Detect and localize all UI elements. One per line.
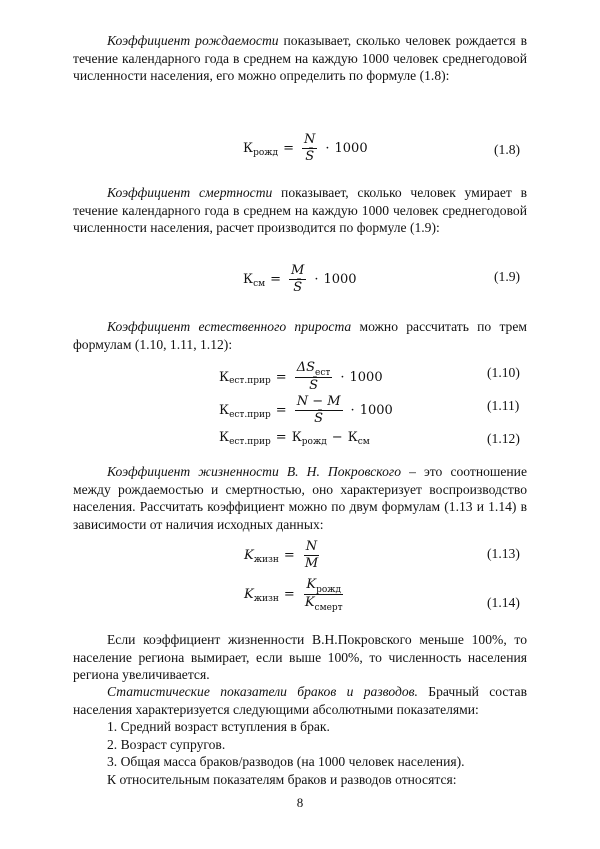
- fraction: [295, 395, 343, 426]
- fraction: [295, 361, 333, 393]
- paragraph-text: Брачный состав населения характеризуется следующими абсолютными показателями:: [73, 684, 528, 717]
- equation-number: (1.14): [487, 595, 520, 610]
- equation-number: (1.9): [494, 269, 521, 284]
- equation-number: (1.8): [494, 142, 521, 157]
- paragraph-conclusion: Если коэффициент жизненности В.Н.Покровского меньше 100%, то население региона вымирает, если выше 100%, то численность населения региона увеличивается.: [73, 632, 527, 682]
- fraction-numerator: N: [303, 132, 316, 147]
- fraction-denominator: [303, 595, 345, 611]
- list-item: 3. Общая масса браков/разводов (на 1000 человек населения).: [107, 754, 465, 769]
- multiply-sign: ·: [340, 369, 345, 385]
- fraction: [303, 540, 320, 571]
- equals-sign: =: [283, 587, 295, 602]
- formula-factor: 1000: [323, 272, 357, 287]
- paragraph-text: – это соотношение между рождаемостью и смертностью, оно характеризует воспроизводство населения. Рассчитать коэффициент можно по двум формулам (1.13 и 1.14) в зависимости от наличия исходных данных:: [73, 464, 527, 532]
- fraction-denominator: M: [304, 556, 319, 571]
- term-natural-increase: Коэффициент естественного прироста: [107, 319, 352, 334]
- formula-lhs-subscript: рожд: [253, 147, 279, 158]
- fraction-denominator: S̄: [293, 280, 303, 295]
- minus-sign: −: [331, 430, 343, 445]
- term-a-subscript: рожд: [301, 436, 327, 447]
- formula-1-11: [219, 395, 393, 426]
- formula-lhs: K: [244, 587, 254, 602]
- term-birth-rate: Коэффициент рождаемости: [107, 33, 279, 48]
- fraction: [303, 578, 345, 611]
- equation-number: (1.13): [487, 546, 520, 561]
- term-b-subscript: см: [357, 436, 370, 447]
- list-item: 1. Средний возраст вступления в брак.: [107, 719, 330, 734]
- formula-lhs-subscript: см: [253, 278, 266, 289]
- fraction-denominator: S̄: [305, 149, 315, 164]
- paragraph-text: показывает, сколько человек умирает в течение календарного года в среднем на каждую 1000 человек среднегодовой численности населения, расчет производится по формуле (1.9):: [73, 185, 527, 235]
- page-number: 8: [296, 795, 304, 810]
- fraction-numerator: [304, 578, 343, 595]
- fraction-denominator: S̄: [309, 378, 318, 393]
- equals-sign: =: [283, 548, 295, 563]
- formula-lhs-subscript: жизн: [253, 593, 279, 604]
- paragraph-text: можно рассчитать по трем формулам (1.10, 1.11, 1.12):: [73, 319, 527, 352]
- paragraph-relative: К относительным показателям браков и разводов относятся:: [107, 772, 457, 787]
- numerator-symbol: K: [306, 577, 317, 592]
- formula-1-9: [243, 264, 357, 295]
- paragraph-birth-rate: [73, 32, 527, 85]
- formula-lhs: К: [243, 141, 254, 156]
- formula-lhs: K: [244, 548, 254, 563]
- fraction-denominator: S̄: [314, 411, 324, 426]
- formula-lhs: К: [219, 369, 230, 385]
- equals-sign: =: [270, 272, 282, 287]
- formula-factor: 1000: [349, 369, 383, 385]
- term-marriage-stats: Статистические показатели браков и разводов.: [107, 684, 418, 699]
- paragraph-death-rate: [73, 184, 527, 237]
- formula-1-8: [243, 133, 368, 164]
- formula-lhs: К: [219, 430, 230, 445]
- formula-1-10: [219, 361, 383, 393]
- equals-sign: =: [275, 403, 287, 418]
- formula-lhs-subscript: жизн: [253, 554, 279, 565]
- equals-sign: =: [275, 430, 287, 445]
- paragraph-vitality: [73, 463, 527, 533]
- formula-lhs: К: [219, 403, 230, 418]
- formula-1-13: [244, 540, 323, 571]
- fraction: [302, 133, 317, 164]
- fraction-numerator: [295, 361, 333, 378]
- term-a: К: [291, 430, 302, 445]
- numerator-subscript: ест: [315, 368, 331, 378]
- equals-sign: =: [283, 141, 294, 156]
- multiply-sign: ·: [350, 403, 355, 418]
- term-death-rate: Коэффициент смертности: [107, 185, 273, 200]
- numerator-symbol: ΔS: [296, 360, 315, 375]
- term-b: К: [347, 430, 358, 445]
- denominator-symbol: K: [304, 595, 315, 610]
- equation-number: (1.11): [487, 398, 520, 413]
- denominator-subscript: смерт: [314, 603, 343, 613]
- numerator-subscript: рожд: [316, 585, 342, 595]
- formula-1-14: [244, 578, 348, 611]
- formula-lhs-subscript: ест.прир: [229, 436, 271, 447]
- list-item: 2. Возраст супругов.: [107, 737, 226, 752]
- equation-number: (1.12): [487, 431, 520, 446]
- multiply-sign: ·: [314, 272, 319, 287]
- equals-sign: =: [275, 369, 287, 385]
- equation-number: (1.10): [487, 365, 520, 380]
- fraction: [289, 264, 306, 295]
- formula-lhs-subscript: ест.прир: [229, 376, 271, 386]
- formula-factor: 1000: [334, 141, 368, 156]
- term-vitality: Коэффициент жизненности В. Н. Покровского: [107, 464, 401, 479]
- paragraph-marriage: [73, 683, 527, 718]
- formula-lhs: К: [243, 272, 254, 287]
- paragraph-natural-increase: [73, 318, 527, 353]
- formula-factor: 1000: [359, 403, 393, 418]
- formula-1-12: [219, 430, 370, 445]
- fraction-numerator: M: [291, 263, 305, 278]
- fraction-numerator: N − M: [296, 394, 341, 409]
- fraction-numerator: N: [305, 539, 318, 554]
- multiply-sign: ·: [325, 141, 330, 156]
- paragraph-text: показывает, сколько человек рождается в течение календарного года в среднем на каждую 1000 человек среднегодовой численности населения, его можно определить по формуле (1.8):: [73, 33, 528, 83]
- formula-lhs-subscript: ест.прир: [229, 409, 271, 420]
